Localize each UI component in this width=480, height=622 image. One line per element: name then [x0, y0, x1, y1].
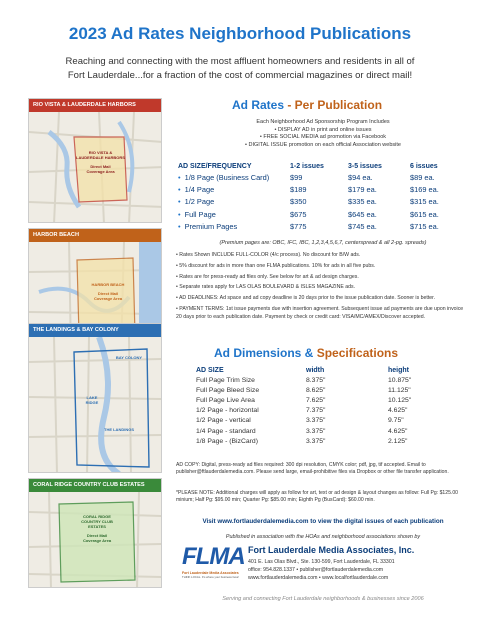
col-header-height: height: [388, 367, 409, 374]
company-name: Fort Lauderdale Media Associates, Inc.: [248, 545, 415, 555]
col-header-1-2: 1-2 issues: [290, 163, 324, 170]
page-title: 2023 Ad Rates Neighborhood Publications: [68, 24, 412, 43]
table-row: • Premium Pages $775 $745 ea. $715 ea.: [178, 222, 439, 232]
map-landings-bay-colony: [28, 323, 162, 473]
rates-table: [178, 163, 468, 233]
please-note: *PLEASE NOTE: Additional charges will apply as follow for art, text or ad design & layout changes as follow: Full Pg: $125.00 minium; Half Pg: $95.00 min; Quarter Pg: $85.00 min; Eighth Pg (BusCard): $60.00 min.: [176, 490, 459, 504]
company-address: 401 E. Las Olas Blvd., Ste. 130-599, Fort Lauderdale, FL 33301: [248, 559, 395, 565]
intro-text: [30, 55, 450, 83]
visit-website-text: Visit www.fortlauderdalemedia.com to view the digital issues of each publication: [202, 518, 444, 525]
table-row: • Full Page $675 $645 ea. $615 ea.: [178, 209, 439, 219]
benefit-item: • DISPLAY AD in print and online issues: [274, 126, 372, 133]
table-row: 1/8 Page - (BizCard) 3.375" 2.125": [196, 437, 408, 445]
map-title: CORAL RIDGE COUNTRY CLUB ESTATES: [29, 479, 161, 492]
map-label: LAKE RIDGE: [85, 395, 99, 405]
table-row: 1/4 Page - standard 3.375" 4.625": [196, 427, 408, 435]
table-row: Full Page Live Area 7.625" 10.125": [196, 396, 412, 404]
program-benefits: [178, 119, 468, 149]
list-item: • PAYMENT TERMS: 1st issue payments due with insertion agreement. Subsequent issue ad payments are due upon invoice 20 days prior to each publication date. Payment by check or credit card: VISA/MC/AMEX/Discover accepted.: [176, 305, 464, 320]
map-title: HARBOR BEACH: [29, 229, 161, 242]
col-header-3-5: 3-5 issues: [348, 163, 382, 170]
map-label: BAY COLONY: [115, 355, 143, 360]
dimensions-table: [196, 367, 446, 446]
map-title: THE LANDINGS & BAY COLONY: [29, 324, 161, 337]
ad-copy-note: AD COPY: Digital, press-ready ad files required: 300 dpi resolution, CMYK color; pdf, jpg, tif accepted. Email to publisher@ftlauderdalemedia.com. Please send large, email-prohibitive files via Dropbox or other file transfer application.: [176, 462, 449, 476]
benefit-item: • FREE SOCIAL MEDIA ad promotion via Facebook: [259, 134, 387, 141]
table-row: 1/2 Page - horizontal 7.375" 4.625": [196, 407, 408, 415]
company-block: [182, 543, 472, 591]
col-header-size: AD SIZE/FREQUENCY: [178, 163, 252, 170]
program-intro: Each Neighborhood Ad Sponsorship Program Includes: [256, 119, 390, 125]
map-rio-vista: [28, 98, 162, 223]
map-title: RIO VISTA & LAUDERDALE HARBORS: [29, 99, 161, 112]
map-label: HARBOR BEACH Direct Mail Coverage Area: [91, 282, 125, 301]
serving-tagline: Serving and connecting Fort Lauderdale neighborhoods & businesses since 2006: [222, 596, 424, 602]
col-header-6: 6 issues: [410, 163, 438, 170]
table-row: • 1/4 Page $189 $179 ea. $169 ea.: [178, 185, 439, 195]
association-text: Published in association with the HOAs and neighborhood associations shown by: [225, 534, 421, 540]
table-row: Full Page Bleed Size 8.625" 11.125": [196, 386, 411, 394]
list-item: • AD DEADLINES: Ad space and ad copy deadline is 20 days prior to the issue publication date. Sooner is better.: [176, 295, 436, 302]
rates-section-title: Ad Rates - Per Publication: [232, 98, 383, 112]
list-item: • Rates Shown INCLUDE FULL-COLOR (4/c process). No discount for B/W ads.: [176, 252, 361, 258]
table-row: Full Page Trim Size 8.375" 10.875": [196, 376, 412, 384]
company-contact: office: 954.828.1337 • publisher@fortlauderdalemedia.com: [248, 567, 384, 573]
dims-section-title: Ad Dimensions & Specifications: [214, 346, 399, 360]
intro-line-1: Reaching and connecting with the most affluent homeowners and residents in all of: [65, 56, 415, 67]
list-item: • 5% discount for ads in more than one FLMA publications. 10% for ads in all five pubs.: [176, 262, 376, 269]
map-label: RIO VISTA & LAUDERDALE HARBORS Direct Mail Coverage Area: [76, 150, 125, 174]
map-label: CORAL RIDGE COUNTRY CLUB ESTATES Direct Mail Coverage Area: [81, 514, 113, 543]
flma-logo: FLMA Fort Lauderdale Media Associates THINK LOCAL. It's where your business lives!: [182, 543, 245, 579]
company-web: www.fortlauderdalemedia.com • www.localfortlauderdale.com: [248, 575, 389, 581]
table-row: • 1/8 Page (Business Card) $99 $94 ea. $89 ea.: [178, 172, 435, 182]
map-coral-ridge: [28, 478, 162, 588]
col-header-width: width: [306, 367, 325, 374]
benefit-item: • DIGITAL ISSUE promotion on each official Association website: [245, 141, 401, 148]
map-label: THE LANDINGS: [104, 427, 134, 432]
list-item: • Rates are for press-ready ad files only. See below for art & ad design charges.: [176, 273, 359, 280]
list-item: • Separate rates apply for LAS OLAS BOULEVARD & ISLES MAGAZINE ads.: [176, 284, 356, 291]
table-row: 1/2 Page - vertical 3.375" 9.75": [196, 417, 404, 425]
rate-notes: [176, 252, 470, 325]
table-row: • 1/2 Page $350 $335 ea. $315 ea.: [178, 197, 439, 207]
col-header-size: AD SIZE: [196, 367, 224, 374]
intro-line-2: Fort Lauderdale...for a fraction of the cost of commercial magazines or direct mail!: [67, 70, 413, 81]
premium-note: (Premium pages are: OBC, IFC, IBC, 1,2,3,4,5,6,7, centerspread & all 2-pg. spreads): [219, 240, 427, 246]
